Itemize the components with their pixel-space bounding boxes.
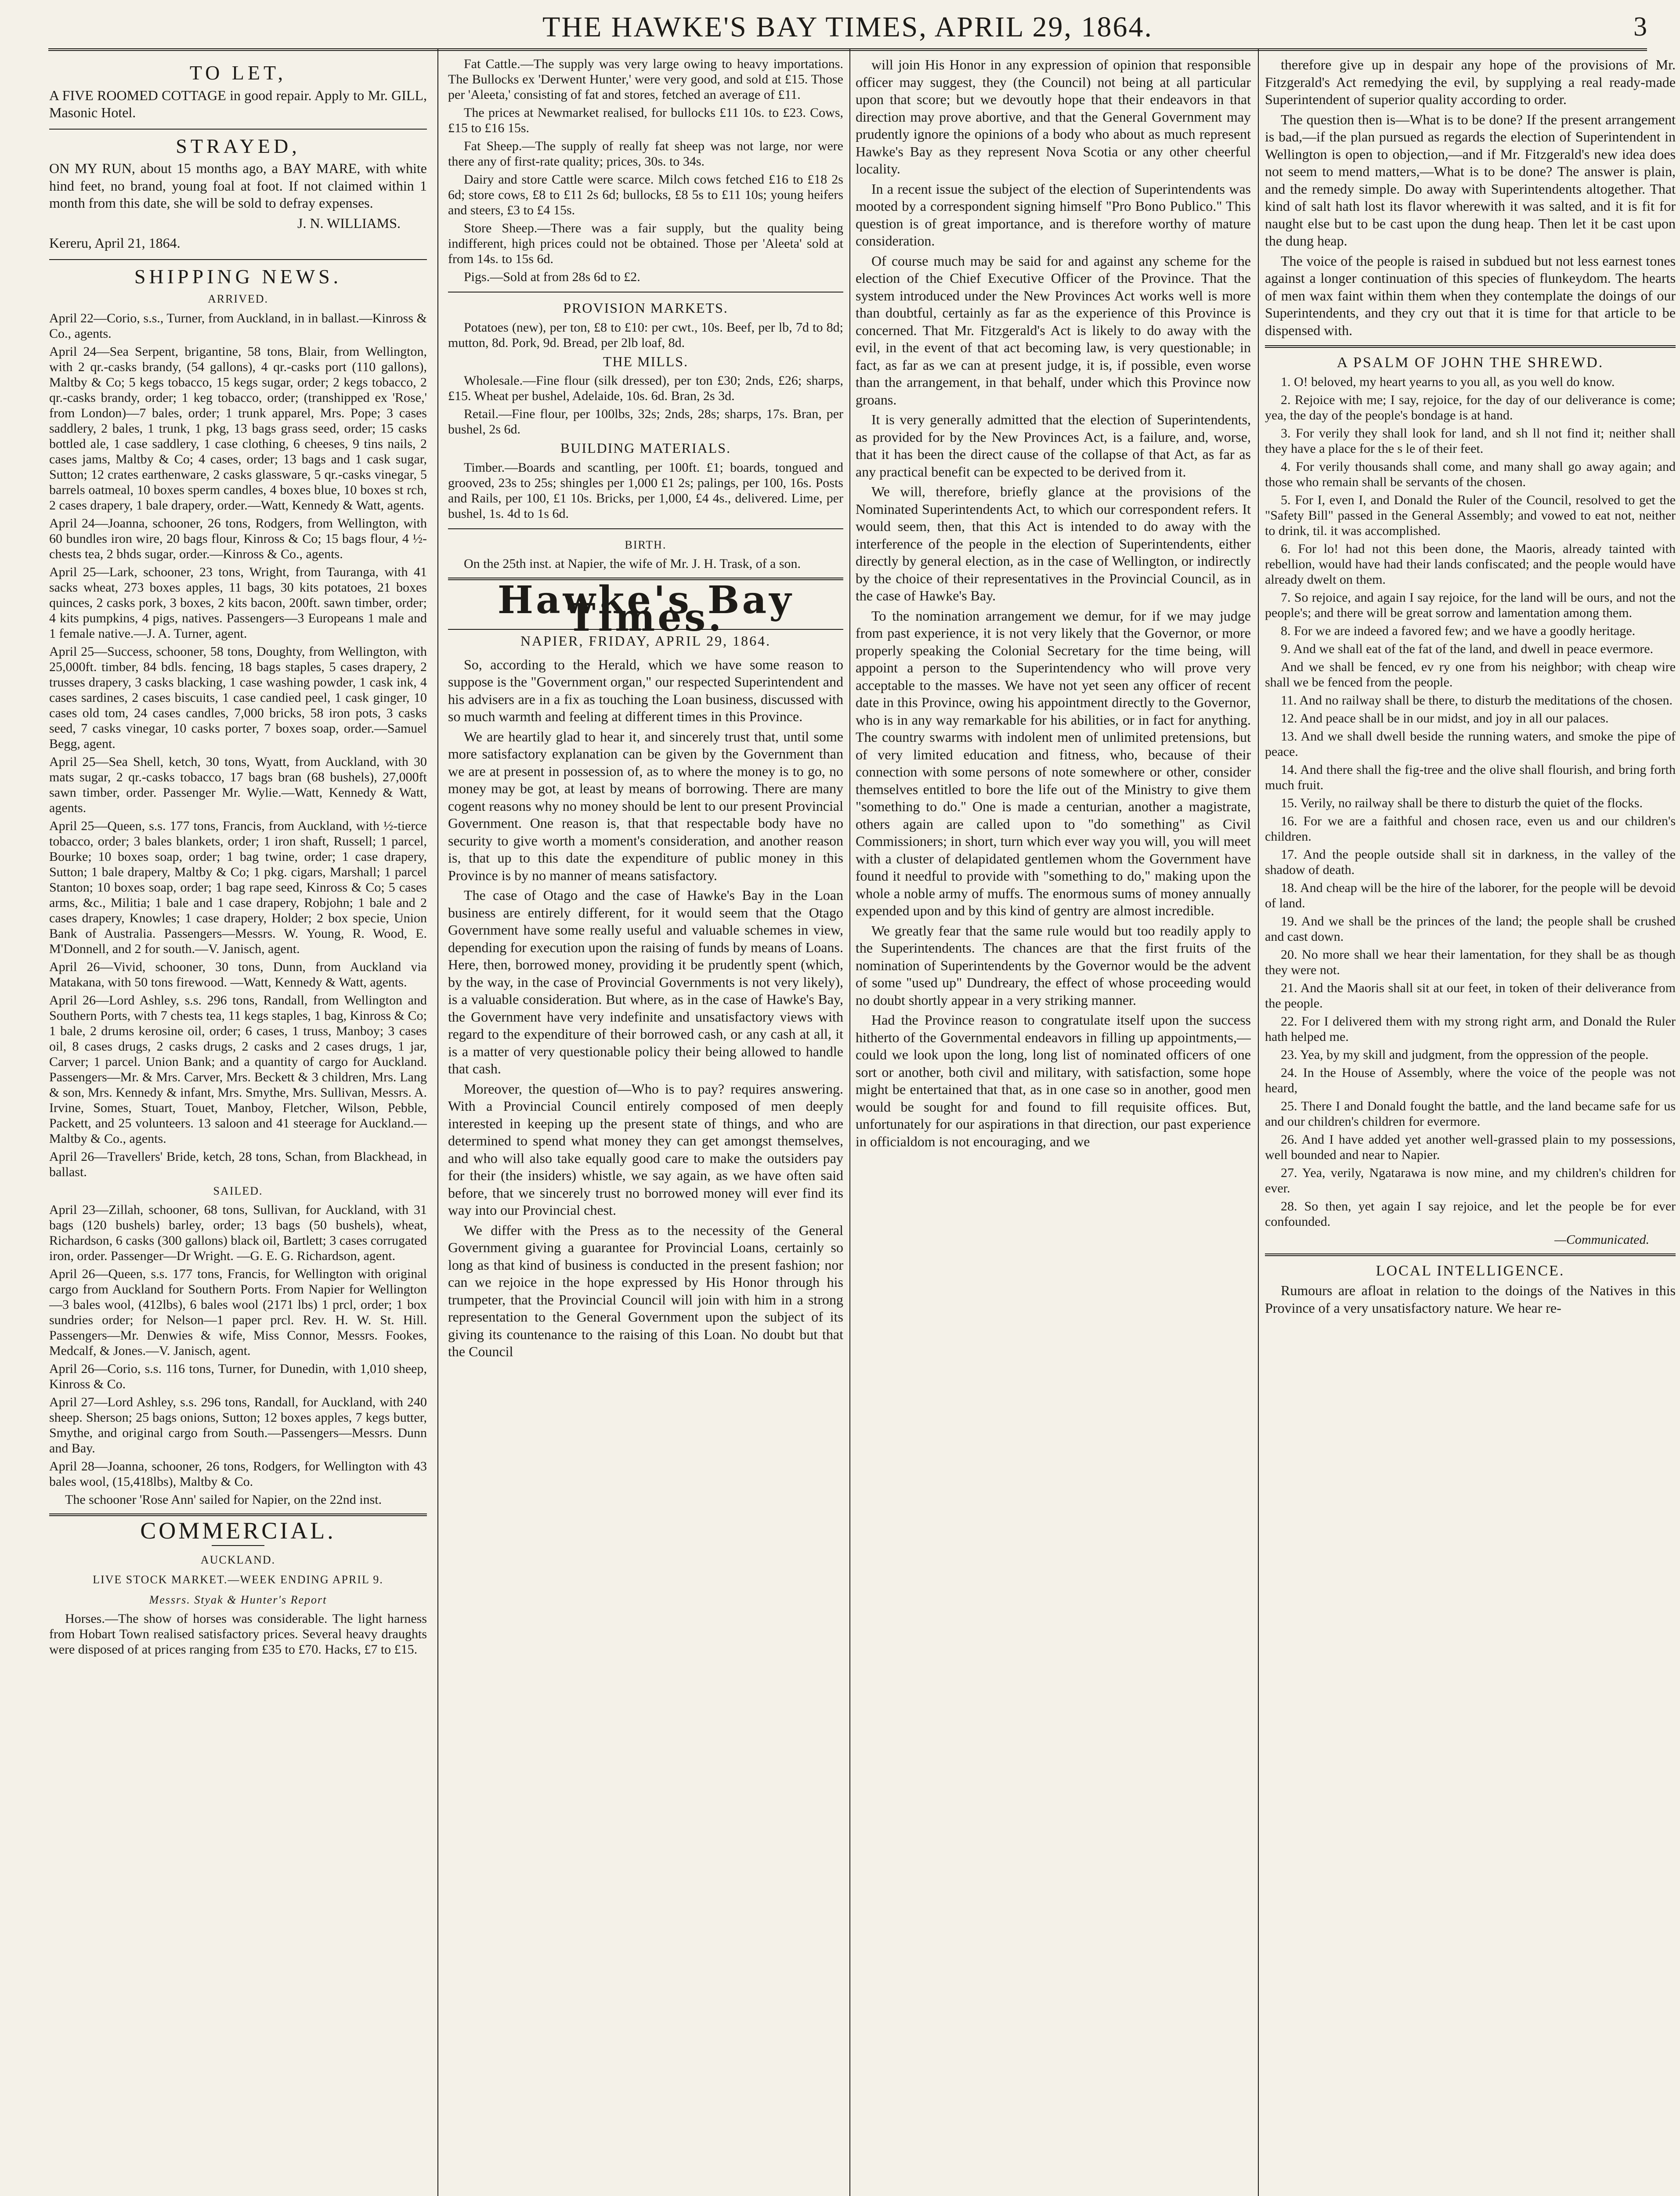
- sailed-label: SAILED.: [213, 1184, 263, 1197]
- editorial-list: [448, 656, 843, 1361]
- editorial-continued: [856, 56, 1251, 1150]
- psalm-verse: 23. Yea, by my skill and judgment, from the oppression of the people.: [1281, 1047, 1649, 1062]
- psalm-verse: 21. And the Maoris shall sit at our feet, in token of their deliverance from the people.: [1265, 980, 1676, 1011]
- shipping-entry: April 26—Travellers' Bride, ketch, 28 tons, Schan, from Blackhead, in ballast.: [49, 1149, 427, 1179]
- birth-text: On the 25th inst. at Napier, the wife of Mr. J. H. Trask, of a son.: [464, 556, 801, 571]
- column-rule: [1258, 48, 1259, 2196]
- shipping-entry: April 25—Queen, s.s. 177 tons, Francis, from Auckland, with ½-tierce tobacco, order; 3 bales blankets, order; 1 iron shaft, Russell; 1 parcel, Bourke; 10 boxes soap, order; 1 bag twine, order; 1 case drapery, Sutton; 1 bale drapery, Maltby & Co; 1 pkg. cigars, Marshall; 1 parcel Stanton; 10 boxes soap, order; 1 bag rape seed, Kinross & Co; 5 cases arms, &c., Militia; 1 bale and 1 case drapery, Robjohn; 1 bale and 2 cases drapery, Knowles; 1 case drapery, Holder; 2 box specie, Union Bank of Australia. Passengers—Messrs. W. Young, R. Wood, E. M'Donnell, and 2 for south.—V. Janisch, agent.: [49, 818, 427, 956]
- psalm-verse: 2. Rejoice with me; I say, rejoice, for the day of our deliverance is come; yea, the day of the people's bondage is at hand.: [1265, 392, 1676, 423]
- psalm-verse: 8. For we are indeed a favored few; and we have a goodly heritage.: [1281, 623, 1636, 638]
- psalm-verse: 5. For I, even I, and Donald the Ruler of the Council, resolved to get the "Safety Bill" passed in the General Assembly; and vowed to eat not, neither to drink, til. it was accomplished.: [1265, 492, 1676, 538]
- psalm-verse: 22. For I delivered them with my strong right arm, and Donald the Ruler hath helped me.: [1265, 1014, 1676, 1044]
- editorial-paragraph: We differ with the Press as to the necessity of the General Government giving a guarantee for Provincial Loans, certainly so long as that kind of business is conducted in the present fashion; nor can we rejoice in the hope expressed by His Honor through his trumpeter, that the Provincial Council will join with him in a strong representation to the General Government upon the subject of its giving its countenance to the raising of this Loan. No doubt but that the Council: [448, 1222, 843, 1359]
- editorial-paragraph: We greatly fear that the same rule would but too readily apply to the Superintendents. The chances are that the first fruits of the nomination of Superintendents by the Governor would be the advent of some "used up" Dundreary, the effect of whose proceeding would no doubt shortly appear in a very striking manner.: [856, 922, 1251, 1008]
- report-source: Messrs. Styak & Hunter's Report: [149, 1593, 327, 1606]
- psalm-verse: 9. And we shall eat of the fat of the land, and dwell in peace evermore.: [1281, 641, 1654, 656]
- editorial-paragraph: In a recent issue the subject of the election of Superintendents was mooted by a correspondent signing himself "Pro Bono Publico." This question is of great importance, and is therefore worthy of mature consideration.: [856, 181, 1251, 249]
- sailed-note: The schooner 'Rose Ann' sailed for Napier, on the 22nd inst.: [65, 1492, 382, 1507]
- strayed-ad: ON MY RUN, about 15 months ago, a BAY MARE, with white hind feet, no brand, young foal at foot. If not claimed within 1 month from this date, she will be sold to defray expenses.: [49, 160, 427, 211]
- psalm-verse: 27. Yea, verily, Ngatarawa is now mine, and my children's children for ever.: [1265, 1165, 1676, 1196]
- mills-retail: Retail.—Fine flour, per 100lbs, 32s; 2nds, 28s; sharps, 17s. Bran, per bushel, 2s 6d.: [448, 407, 843, 437]
- local-heading: LOCAL INTELLIGENCE.: [1376, 1262, 1565, 1279]
- editorial-paragraph: To the nomination arrangement we demur, for if we may judge from past experience, it is not very likely that the Governor, or more properly speaking the Colonial Secretary for the time being, will appoint a person to the Superintendency who will prove very acceptable to the masses. We have not yet seen any officer of recent date in this Province, owing his appointment directly to the Governor, who is in any way remarkable for his abilities, or in fact for anything. The country swarms with indolent men of unlimited pretensions, but of very limited education and fitness, who, because of their connection with some persons of note somewhere or other, consider themselves entitled to bore the life out of the Ministry to give them "something to do." One is made a centurian, another a magistrate, others again are called upon to "do something" as Civil Commissioners; in short, turn which ever way you will, you will meet with a cluster of delapidated gentlemen whom the Government have found it needful to provide with "something to do," making upon the whole a noble army of muffs. The enormous sums of money annually expended upon and by this kind of gentry are almost incredible.: [856, 607, 1251, 918]
- divider: [448, 528, 843, 529]
- psalm-verse: 16. For we are a faithful and chosen race, even us and our children's children.: [1265, 813, 1676, 844]
- editorial-paragraph: The case of Otago and the case of Hawke's Bay in the Loan business are entirely different, for it would seem that the Otago Government have some really useful and valuable schemes in view, depending for execution upon the raising of funds by means of Loans. Here, then, borrowed money, providing it be prudently spent (which, by the way, in the case of Provincial Governments is not very likely), is a valuable consideration. But where, as in the case of Hawke's Bay, the Government have very indefinite and unsatisfactory views with regard to the expenditure of their borrowed cash, or any cash at all, it is a matter of very questionable policy their being allowed to handle that cash.: [448, 887, 843, 1076]
- shipping-heading: SHIPPING NEWS.: [134, 265, 342, 288]
- psalm-verse: 20. No more shall we hear their lamentation, for they shall be as though they were not.: [1265, 947, 1676, 977]
- editorial-paragraph: The voice of the people is raised in subdued but not less earnest tones against a longer continuation of this species of flunkeydom. The hearts of men wax faint within them when they contemplate the doings of our Superintendents, and they cry out that it is time for that article to be dispensed with.: [1265, 253, 1676, 338]
- shipping-entry: April 26—Lord Ashley, s.s. 296 tons, Randall, from Wellington and Southern Ports, with 7 chests tea, 11 kegs staples, 1 bag, Kinross & Co; 1 bale, 2 drums kerosine oil, order; 6 cases, 1 truss, Manboy; 3 cases oil, 8 cases drugs, 2 casks drugs, 2 casks and 2 cases drugs, 1 jar, Carver; 1 parcel. Union Bank; and a quantity of cargo for Auckland. Passengers—Mr. & Mrs. Carver, Mrs. Beckett & 3 children, Mrs. Lang & son, Mrs. Kennedy & infant, Mrs. Smythe, Mrs. Sullivan, Messrs. A. Irvine, Somes, Stuart, Touet, Manboy, Fletcher, Wilson, Pebble, Packett, and 25 volunteers. 13 saloon and 41 steerage for Auckland.—Maltby & Co., agents.: [49, 993, 427, 1146]
- psalm-heading: A PSALM OF JOHN THE SHREWD.: [1337, 354, 1604, 371]
- provision-heading: PROVISION MARKETS.: [563, 300, 728, 316]
- shipping-entry: April 26—Queen, s.s. 177 tons, Francis, for Wellington with original cargo from Auckland for Southern Ports. From Napier for Wellington —3 bales wool, (412lbs), 6 bales wool (2171 lbs) 1 prcl, order; 1 box sundries order; for Nelson—1 paper prcl. Rev. H. W. St. Hill. Passengers—Mr. Denwies & wife, Miss Connor, Messrs. Fookes, Medcalf, & Jones.—V. Janisch, agent.: [49, 1267, 427, 1358]
- market-paragraph: Fat Sheep.—The supply of really fat sheep was not large, nor were there any of first-rate quality; prices, 30s. to 34s.: [448, 139, 843, 169]
- psalm-verse: 13. And we shall dwell beside the running waters, and smoke the pipe of peace.: [1265, 729, 1676, 759]
- psalm-verse: 25. There I and Donald fought the battle, and the land became safe for us and our children's children for evermore.: [1265, 1098, 1676, 1129]
- psalm-verse: 24. In the House of Assembly, where the voice of the people was not heard,: [1265, 1065, 1676, 1095]
- tolet-heading: TO LET,: [189, 61, 287, 84]
- shipping-entry: April 24—Joanna, schooner, 26 tons, Rodgers, from Wellington, with 60 bundles iron wire, 20 bags flour, Kinross & Co; 15 bags flour, 4 ½-chests tea, 2 bhds sugar, order.—Kinross & Co., agents.: [49, 516, 427, 561]
- psalm-verse: 18. And cheap will be the hire of the laborer, for the people will be devoid of land.: [1265, 880, 1676, 910]
- market-paragraph: The prices at Newmarket realised, for bullocks £11 10s. to £23. Cows, £15 to £16 15s.: [448, 105, 843, 135]
- market-paragraph: Fat Cattle.—The supply was very large owing to heavy importations. The Bullocks ex 'Derwent Hunter,' were very good, and sold at £15. Those per 'Aleeta,' consisting of fat and stores, fetched an average of £11.: [448, 57, 843, 102]
- psalm-verse: 6. For lo! had not this been done, the Maoris, already tainted with rebellion, would have had their lands confiscated; and the people would have already dwelt on them.: [1265, 541, 1676, 587]
- shipping-entry: April 26—Vivid, schooner, 30 tons, Dunn, from Auckland via Matakana, with 50 tons firewood. —Watt, Kennedy & Watt, agents.: [49, 959, 427, 990]
- psalm-verse: 1. O! beloved, my heart yearns to you all, as you well do know.: [1281, 374, 1615, 389]
- strayed-dateline: Kereru, April 21, 1864.: [49, 235, 181, 251]
- arrived-label: ARRIVED.: [207, 293, 269, 305]
- editorial-paragraph: The question then is—What is to be done? If the present arrangement is bad,—if the plan pursued as regards the election of Superintendent in Wellington is open to objection,—and if Mr. Fitzgerald's new idea does not seem to mend matters,—What is to be done? The answer is plain, and the remedy simple. Do away with Superintendents altogether. That kind of salt hath lost its flavor wherewith it was salted, and it is fit for naught else but to be cast upon the dung heap. Then let it be cast upon the dung heap.: [1265, 111, 1676, 249]
- building-text: Timber.—Boards and scantling, per 100ft. £1; boards, tongued and grooved, 23s to 25s; shingles per 1,000 £1 2s; palings, per 100, 16s. Posts and Rails, per 100, £1 10s. Bricks, per 1,000, £4 4s., delivered. Lime, per bushel, 1s. 4d to 1s 6d.: [448, 460, 843, 521]
- psalm-verse: 14. And there shall the fig-tree and the olive shall flourish, and bring forth much fruit.: [1265, 762, 1676, 792]
- divider: [448, 292, 843, 293]
- divider: [1265, 1253, 1676, 1256]
- editorial-paragraph: So, according to the Herald, which we have some reason to suppose is the "Government organ," our respected Superintendent and his advisers are in a fix as touching the Loan business, discussed with so much warmth and feeling at different times in this Province.: [448, 656, 843, 724]
- shipping-entry: April 28—Joanna, schooner, 26 tons, Rodgers, for Wellington with 43 bales wool, (15,418lbs), Maltby & Co.: [49, 1459, 427, 1489]
- strayed-signature: J. N. WILLIAMS.: [297, 215, 401, 231]
- market-paragraph: Store Sheep.—There was a fair supply, but the quality being indifferent, high prices could not be obtained. Those per 'Aleeta' sold at from 14s. to 15s 6d.: [448, 221, 843, 266]
- issue-dateline: NAPIER, FRIDAY, APRIL 29, 1864.: [520, 633, 771, 649]
- editorial-conclusion: [1265, 56, 1676, 339]
- editorial-paragraph: will join His Honor in any expression of opinion that responsible officer may suggest, they (the Council) not being at all particular upon that score; but we devoutly hope that their endeavors in that direction may prove abortive, and that the General Government may prudently ignore the opinions of a body who about as much represent Hawke's Bay as they represent Nova Scotia or any other cheerful locality.: [856, 57, 1251, 177]
- page-header-title: THE HAWKE'S BAY TIMES, APRIL 29, 1864.: [542, 11, 1153, 43]
- divider: [49, 259, 427, 260]
- divider: [1265, 345, 1676, 348]
- shipping-entry: April 23—Zillah, schooner, 68 tons, Sullivan, for Auckland, with 31 bags (120 bushels) barley, order; 13 bags (50 bushels), wheat, Richardson, 6 casks (300 gallons) black oil, Bartlett; 3 cases corrugated iron, order. Passenger—Dr Wright. —G. E. G. Richardson, agent.: [49, 1203, 427, 1263]
- masthead: [48, 8, 1647, 51]
- column-rule: [849, 48, 850, 2196]
- editorial-paragraph: We are heartily glad to hear it, and sincerely trust that, until some more satisfactory explanation can be given by the Government than we are at present in possession of, as to where the money is to go, no money may be got, at least by means of borrowing. There are many cogent reasons why no money should be lent to our present Provincial Government. One reason is, that that respectable body have no security to give worth a moment's consideration, and another reason is, that up to this date the expenditure of public money in this Province is by no manner of means satisfactory.: [448, 728, 843, 883]
- psalm-verses: [1265, 374, 1676, 1229]
- shipping-entry: April 22—Corio, s.s., Turner, from Auckland, in in ballast.—Kinross & Co., agents.: [49, 311, 427, 341]
- psalm-signature: —Communicated.: [1554, 1232, 1649, 1247]
- market-list: [448, 56, 843, 285]
- psalm-verse: 26. And I have added yet another well-grassed plain to my possessions, well bounded and near to Napier.: [1265, 1132, 1676, 1162]
- psalm-verse: 11. And no railway shall be there, to disturb the meditations of the chosen.: [1281, 693, 1673, 708]
- building-heading: BUILDING MATERIALS.: [560, 440, 731, 456]
- psalm-verse: 3. For verily they shall look for land, and sh ll not find it; neither shall they have a place for the s le of their feet.: [1265, 426, 1676, 456]
- market-paragraph: Dairy and store Cattle were scarce. Milch cows fetched £16 to £18 2s 6d; store cows, £8 to £11 2s 6d; bullocks, £8 5s to £11 10s; young heifers and steers, £3 to £4 15s.: [448, 172, 843, 217]
- horses-report: Horses.—The show of horses was considerable. The light harness from Hobart Town realised satisfactory prices. Several heavy draughts were disposed of at prices ranging from £35 to £70. Hacks, £7 to £15.: [49, 1611, 427, 1657]
- birth-heading: BIRTH.: [625, 538, 667, 551]
- editorial-paragraph: It is very generally admitted that the election of Superintendents, as provided for by the New Provinces Act, is a failure, and, worse, that it has been the direct cause of the collapse of that Act, as far as any practical benefit can be expected to be derived from it.: [856, 412, 1251, 480]
- divider: [49, 129, 427, 130]
- psalm-verse: And we shall be fenced, ev ry one from his neighbor; with cheap wire shall we be fenced from the people.: [1265, 659, 1676, 690]
- psalm-verse: 12. And peace shall be in our midst, and joy in all our palaces.: [1281, 711, 1609, 726]
- market-paragraph: Pigs.—Sold at from 28s 6d to £2.: [464, 270, 640, 284]
- column-3: [856, 56, 1251, 2196]
- editorial-paragraph: Of course much may be said for and against any scheme for the election of the Chief Executive Officer of the Province. That the system introduced under the New Provinces Act works well is more than doubtful, certainly as far as the experience of this Province is concerned. That Mr. Fitzgerald's Act is likely to do away with the evil, in the event of that act becoming law, is very questionable; in fact, as far as we can at present judge, it is, if possible, even worse than the arrangement, in that behalf, under which this Province now groans.: [856, 253, 1251, 408]
- psalm-verse: 7. So rejoice, and again I say rejoice, for the land will be ours, and not the people's; and there will be great sorrow and lamentation among them.: [1265, 590, 1676, 620]
- divider: [212, 1545, 264, 1546]
- shipping-entry: April 25—Sea Shell, ketch, 30 tons, Wyatt, from Auckland, with 30 mats sugar, 2 qr.-casks tobacco, 17 bags bran (68 bushels), 27,000ft sawn timber, order. Passenger Mr. Wylie.—Watt, Kennedy & Watt, agents.: [49, 754, 427, 815]
- newspaper-flag: Hawke's Bay Times.: [497, 578, 794, 640]
- sailed-list: [49, 1202, 427, 1489]
- column-1: [49, 56, 427, 2196]
- live-stock-heading: LIVE STOCK MARKET.—WEEK ENDING APRIL 9.: [93, 1573, 383, 1586]
- shipping-entry: April 25—Success, schooner, 58 tons, Doughty, from Wellington, with 25,000ft. timber, 84 bdls. fencing, 18 bags staples, 5 cases drapery, 2 trusses drapery, 3 casks blacking, 1 case washing powder, 1 cask ink, 4 cases sardines, 2 cases biscuits, 1 case candied peel, 1 cask ginger, 10 cases old tom, 24 cases candles, 7,000 bricks, 58 iron pots, 3 casks seed, 7 casks vinegar, 10 casks porter, 7 boxes soap, order.—Samuel Begg, agent.: [49, 644, 427, 751]
- shipping-entry: April 24—Sea Serpent, brigantine, 58 tons, Blair, from Wellington, with 2 qr.-casks brandy, (54 gallons), 4 qr.-casks port (110 gallons), Maltby & Co; 5 kegs tobacco, 15 kegs sugar, order; 2 kegs tobacco, 2 qr.-casks brandy, order; 1 keg tobacco, order; (transhipped ex 'Rose,' from London)—7 bales, order; 1 trunk apparel, Mrs. Pope; 3 cases saddlery, 2 bales, 1 trunk, 1 pkg, 13 bags grass seed, order; 15 casks bottled ale, 1 case saddlery, 1 case clothing, 6 cheeses, 9 tins nails, 2 cases jams, Maltby & Co; 4 cases, order; 13 bags and 1 cask sugar, Sutton; 12 crates earthenware, 2 casks glassware, 5 qr.-casks vinegar, 5 barrels oatmeal, 10 boxes sperm candles, 4 boxes blue, 10 boxes st rch, 2 cases drapery, 1 bale drapery, order.—Watt, Kennedy & Watt, agents.: [49, 344, 427, 513]
- editorial-paragraph: therefore give up in despair any hope of the provisions of Mr. Fitzgerald's Act remedying the evil, by supplying a real ready-made Superintendent of superior quality according to order.: [1265, 57, 1676, 107]
- editorial-paragraph: Moreover, the question of—Who is to pay? requires answering. With a Provincial Council entirely composed of men deeply interested in keeping up the present state of things, and who are determined to spend what money they can get amongst themselves, and who will also take equally good care to make the outsiders pay for their (the insiders) whistle, we say again, as we have often said before, that we sincerely trust no borrowed money will ever find its way into our Provincial chest.: [448, 1080, 843, 1218]
- column-rule: [437, 48, 438, 2196]
- shipping-entry: April 27—Lord Ashley, s.s. 296 tons, Randall, for Auckland, with 240 sheep. Sherson; 25 bags onions, Sutton; 12 boxes apples, 7 kegs butter, Smythe, and original cargo from South.—Passengers—Messrs. Dunn and Bay.: [49, 1395, 427, 1456]
- mills-heading: THE MILLS.: [603, 353, 689, 369]
- editorial-paragraph: Had the Province reason to congratulate itself upon the success hitherto of the Governmental endeavors in filling up appointments,—could we look upon the long, long list of nominated officers of one sort or another, both civil and military, with satisfaction, some hope might be entertained that that, as in one case so in another, good men would be sought for and found to fill requisite offices. But, unfortunately for our aspirations in that direction, our past experience in officialdom is not encouraging, and we: [856, 1012, 1251, 1149]
- local-text: Rumours are afloat in relation to the doings of the Natives in this Province of a very unsatisfactory nature. We hear re-: [1265, 1282, 1676, 1316]
- strayed-heading: STRAYED,: [176, 134, 300, 157]
- editorial-paragraph: We will, therefore, briefly glance at the provisions of the Nominated Superintendents Act, to which our correspondent refers. It would seem, then, that this Act is intended to do away with the interference of the people in the election of Superintendents, either directly by general election, as in the case of Wellington, or indirectly by the choice of their representatives in the Provincial Council, as in the case of Hawke's Bay.: [856, 484, 1251, 603]
- psalm-verse: 28. So then, yet again I say rejoice, and let the people be for ever confounded.: [1265, 1199, 1676, 1229]
- commercial-heading: COMMERCIAL.: [140, 1517, 336, 1544]
- psalm-verse: 15. Verily, no railway shall be there to disturb the quiet of the flocks.: [1281, 795, 1643, 810]
- provision-text: Potatoes (new), per ton, £8 to £10: per cwt., 10s. Beef, per lb, 7d to 8d; mutton, 8d. Pork, 9d. Bread, per 2lb loaf, 8d.: [448, 320, 843, 350]
- column-2: [448, 56, 843, 2196]
- shipping-entry: April 25—Lark, schooner, 23 tons, Wright, from Tauranga, with 41 sacks wheat, 273 boxes apples, 11 bags, 30 kits potatoes, 21 boxes quinces, 2 casks pork, 3 boxes, 2 kits bacon, 200ft. sawn timber, order; 4 kits pumpkins, 4 pigs, natives. Passengers—3 Europeans 1 male and 1 female native.—J. A. Turner, agent.: [49, 564, 427, 641]
- psalm-verse: 19. And we shall be the princes of the land; the people shall be crushed and cast down.: [1265, 914, 1676, 944]
- mills-wholesale: Wholesale.—Fine flour (silk dressed), per ton £30; 2nds, £26; sharps, £15. Wheat per bushel, Adelaide, 10s. 6d. Bran, 2s 3d.: [448, 373, 843, 403]
- page-number: 3: [1633, 12, 1647, 42]
- arrived-list: [49, 311, 427, 1180]
- divider: [49, 1513, 427, 1516]
- column-4: [1265, 56, 1676, 2196]
- shipping-entry: April 26—Corio, s.s. 116 tons, Turner, for Dunedin, with 1,010 sheep, Kinross & Co.: [49, 1362, 427, 1391]
- tolet-ad: A FIVE ROOMED COTTAGE in good repair. Apply to Mr. GILL, Masonic Hotel.: [49, 87, 427, 120]
- psalm-verse: 17. And the people outside shall sit in darkness, in the valley of the shadow of death.: [1265, 847, 1676, 877]
- psalm-verse: 4. For verily thousands shall come, and many shall go away again; and those who remain shall be servants of the chosen.: [1265, 459, 1676, 489]
- auckland-heading: AUCKLAND.: [200, 1553, 276, 1566]
